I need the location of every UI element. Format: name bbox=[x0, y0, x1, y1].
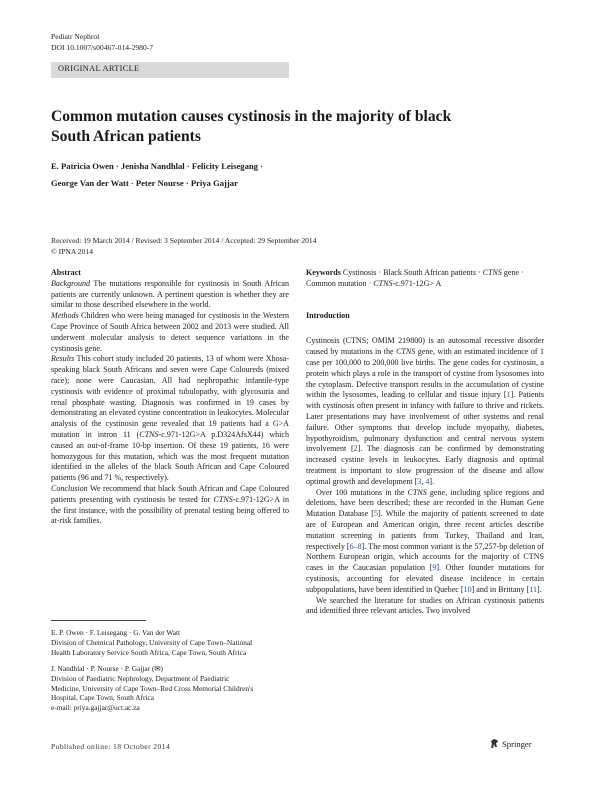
abstract-methods: Methods Children who were being managed for cystinosis in the Western Cape Province of South Africa between 2002 and 2013 were studied. All underwent molecular analysis to detect sequence variations in the cystinosis gene. bbox=[51, 311, 289, 353]
affiliation-line: Division of Paediatric Nephrology, Department of Paediatric bbox=[51, 673, 230, 683]
authors-line: George Van der Watt · Peter Nourse · Priya Gajjar bbox=[51, 178, 238, 188]
article-title bbox=[51, 107, 521, 147]
article-type-banner bbox=[51, 62, 289, 78]
footnote-separator bbox=[51, 620, 146, 621]
intro-paragraph-3: We searched the literature for studies on African cystinosis patients and identified three relevant articles. Two involved bbox=[306, 595, 544, 616]
journal-name: Pediatr Nephrol bbox=[51, 32, 100, 41]
publication-history bbox=[51, 236, 317, 257]
article-type-label: ORIGINAL ARTICLE bbox=[58, 64, 140, 73]
affiliation-line: Hospital, Cape Town, South Africa bbox=[51, 693, 154, 703]
doi: DOI 10.1007/s00467-014-2980-7 bbox=[51, 42, 154, 52]
introduction-heading: Introduction bbox=[306, 310, 350, 320]
running-header bbox=[51, 32, 153, 53]
citation-link[interactable]: 5 bbox=[373, 509, 378, 519]
citation-link[interactable]: 11 bbox=[529, 584, 537, 594]
citation-link[interactable]: 3 bbox=[417, 476, 422, 486]
abstract-results: Results This cohort study included 20 patients, 13 of whom were Xhosa-speaking black South Africans and seven were Cape Coloureds (mixed race); none were Caucasian. All had nephropathic infantile-type cystinosis with evidence of proximal tubulopathy, with glycosuria and renal phosphate wasting. Diagnosis was confirmed in 19 cases by demonstrating an elevated cystine concentration in leukocytes. Molecular analysis of the cystinosin gene revealed that 19 patients had a G>A mutation in intron 11 (CTNS-c.971-12G>A p.D324AfsX44) which caused an out-of-frame 10-bp insertion. Of these 19 patients, 16 were homozygous for this mutation, which was the most frequent mutation identified in the alleles of the black South African and Cape Coloured patients (96 and 71 %, respectively). bbox=[51, 354, 289, 483]
springer-logo bbox=[489, 738, 532, 749]
citation-link[interactable]: 1 bbox=[506, 390, 511, 400]
title-line: Common mutation causes cystinosis in the majority of black bbox=[51, 108, 452, 125]
affiliations bbox=[51, 628, 289, 713]
citation-link[interactable]: 4 bbox=[425, 476, 430, 486]
right-column bbox=[306, 268, 544, 617]
affiliation-line: Medicine, University of Cape Town–Red Cross Memorial Children's bbox=[51, 683, 254, 693]
intro-paragraph-2: Over 100 mutations in the CTNS gene, including splice regions and deletions, have been described; these are recorded in the Human Gene Mutation Database [5]. While the majority of patients screened to date are of European and American origin, three recent articles describe mutation screening in patients from Turkey, Thailand and Iran, respectively [6–8]. The most common variant is the 57,257-bp deletion of Northern European origin, which accounts for the majority of CTNS cases in the Caucasian population [9]. Other founder mutations for cystinosis, accounting for elevated disease incidence in certain subpopulations, have been identified in Quebec [10] and in Brittany [11]. bbox=[306, 487, 545, 594]
keywords: Keywords Cystinosis · Black South African patients · CTNS gene · Common mutation · CTNS-c.971-12G> A bbox=[306, 268, 524, 288]
citation-link[interactable]: 10 bbox=[463, 584, 472, 594]
affiliation-names: J. Nandhlal · P. Nourse · P. Gajjar (✉) bbox=[51, 663, 164, 673]
intro-paragraph-1: Cystinosis (CTNS; OMIM 219800) is an autosomal recessive disorder caused by mutations in the CTNS gene, with an estimated incidence of 1 case per 100,000 to 200,000 live births. The gene codes for cystinosin, a protein which plays a role in the transport of cystine from lysosomes into the cytoplasm. Defective transport results in the accumulation of cystine within the lysosomes, leading to cellular and tissue injury [1]. Patients with cystinosis often present in infancy with failure to thrive and rickets. Later presentations may have involvement of other systems and renal failure. Other symptoms that develop include myopathy, diabetes, hypothyroidism, pulmonary dysfunction and central nervous system involvement [2]. The diagnosis can be confirmed by demonstrating increased cystine levels in leukocytes. Early diagnosis and optimal treatment is important to slow progression of the disease and allow optimal growth and development [3, 4]. bbox=[306, 336, 545, 486]
citation-link[interactable]: 9 bbox=[432, 563, 437, 573]
affiliation-line: Division of Chemical Pathology, University of Cape Town–National bbox=[51, 637, 253, 647]
abstract-background: Background The mutations responsible for cystinosis in South African patients are currently unknown. A pertinent question is whether they are similar to those described elsewhere in the world. bbox=[51, 278, 289, 310]
publisher-name: Springer bbox=[502, 739, 532, 749]
dates-line: Received: 19 March 2014 / Revised: 3 September 2014 / Accepted: 29 September 2014 bbox=[51, 236, 317, 245]
citation-link[interactable]: 2 bbox=[353, 444, 358, 454]
authors-line: E. Patricia Owen · Jenisha Nandhlal · Felicity Leisegang · bbox=[51, 161, 263, 171]
citation-link[interactable]: 6–8 bbox=[349, 541, 362, 551]
affiliation-names: E. P. Owen · F. Leisegang · G. Van der Watt bbox=[51, 628, 181, 637]
author-list bbox=[51, 158, 351, 192]
abstract-conclusion: Conclusion We recommend that black South African and Cape Coloured patients presenting with cystinosis be tested for CTNS-c.971-12G>A in the first instance, with the possibility of prenatal testing being offered to at-risk families. bbox=[51, 483, 289, 526]
springer-horse-icon bbox=[489, 738, 500, 749]
abstract-heading: Abstract bbox=[51, 268, 81, 277]
title-line: South African patients bbox=[51, 128, 201, 145]
copyright-line: © IPNA 2014 bbox=[51, 246, 94, 256]
email-link[interactable]: e-mail: priya.gajjar@uct.ac.za bbox=[51, 703, 140, 713]
published-online: Published online: 18 October 2014 bbox=[51, 742, 171, 751]
affiliation-line: Health Laboratory Service South Africa, Cape Town, South Africa bbox=[51, 647, 247, 657]
abstract bbox=[51, 268, 289, 527]
